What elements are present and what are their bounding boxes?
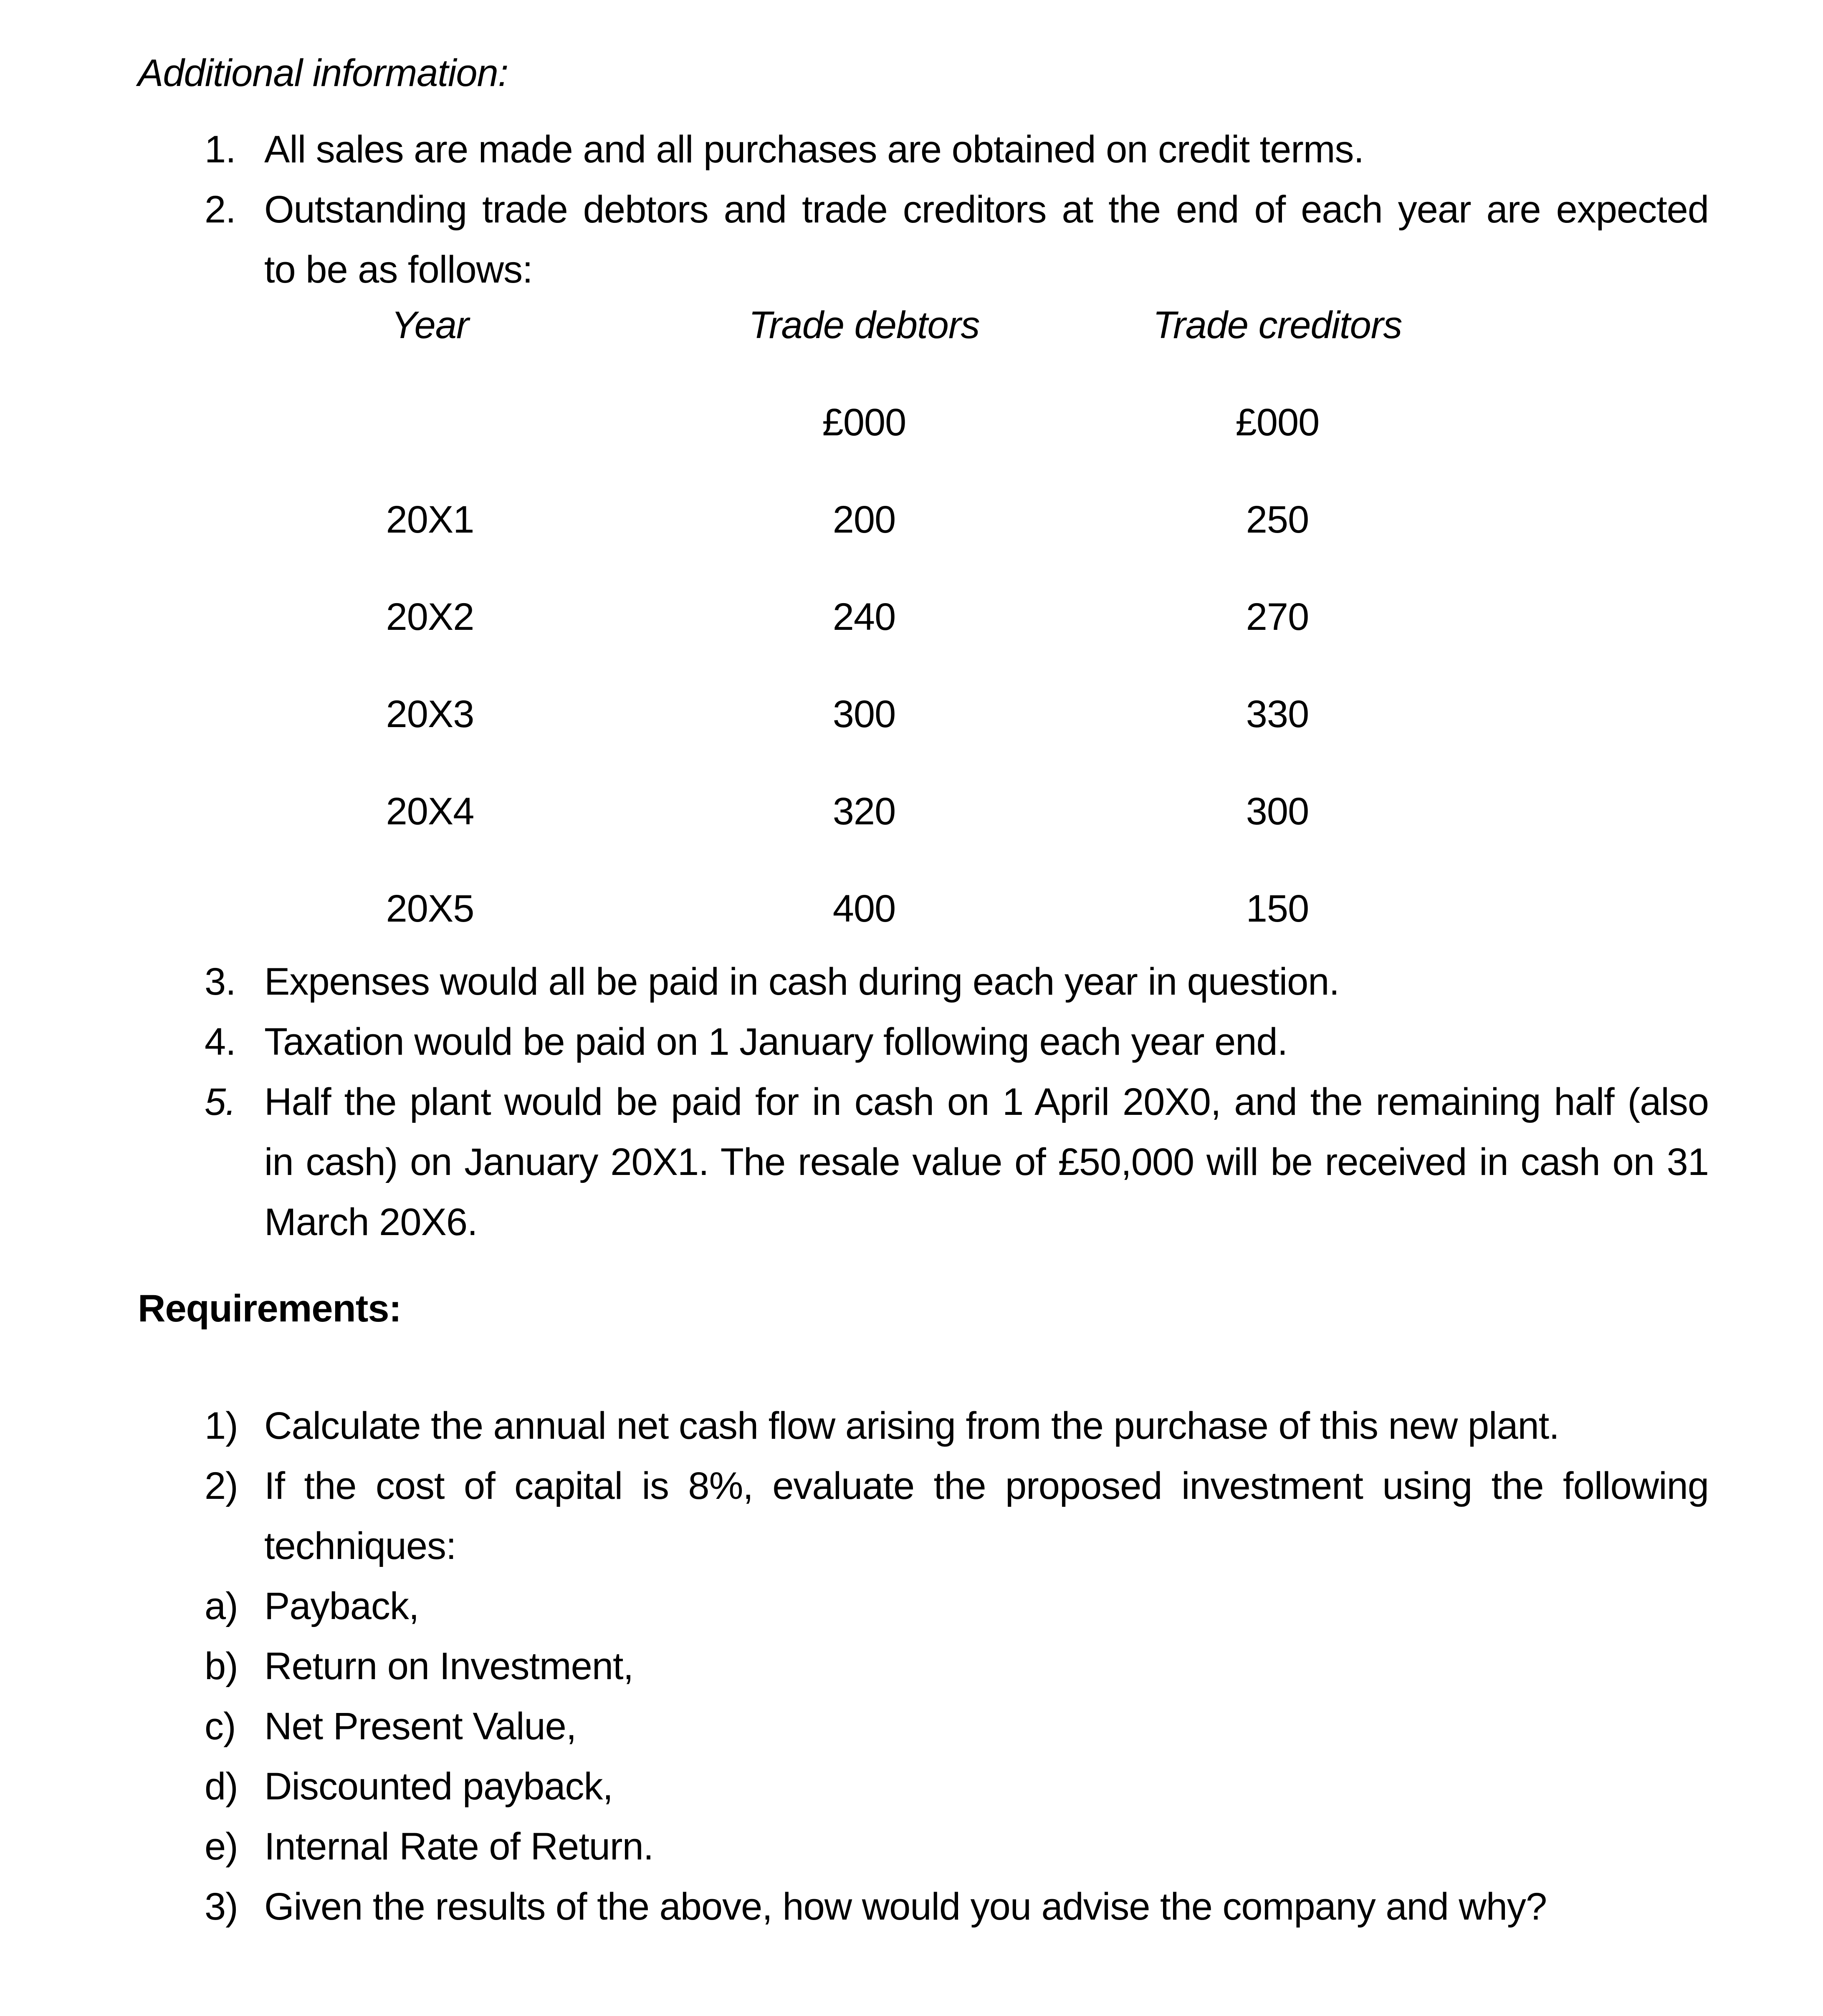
requirement-2c-letter: c)	[205, 1705, 236, 1748]
requirement-2a-text: Payback,	[264, 1585, 419, 1627]
list-item-5	[205, 1072, 1823, 1252]
requirement-2e	[205, 1816, 1823, 1877]
list-item-2-line-2: to be as follows:	[264, 248, 533, 291]
table-row	[0, 763, 1823, 860]
table-cell-creditors: 330	[1246, 693, 1309, 735]
table-header-trade-creditors: Trade creditors	[1153, 304, 1402, 346]
table-row	[0, 666, 1823, 763]
list-item-5-line-3: March 20X6.	[264, 1201, 478, 1243]
list-item-5-number: 5.	[205, 1081, 236, 1123]
requirement-2b-letter: b)	[205, 1645, 238, 1688]
table-cell-year: 20X5	[386, 887, 474, 930]
requirement-2d-text: Discounted payback,	[264, 1765, 613, 1808]
table-cell-empty	[296, 374, 564, 471]
requirement-3-text: Given the results of the above, how would you advise the company and why?	[264, 1885, 1547, 1928]
additional-information-heading: Additional information:	[138, 52, 508, 94]
requirement-3-number: 3)	[205, 1885, 238, 1928]
table-unit-creditors: £000	[1235, 401, 1320, 444]
table-cell-debtors: 200	[832, 498, 896, 541]
requirement-1-text: Calculate the annual net cash flow arising from the purchase of this new plant.	[264, 1405, 1559, 1447]
requirement-2a-letter: a)	[205, 1585, 238, 1627]
table-cell-debtors: 400	[832, 887, 896, 930]
table-cell-creditors: 270	[1246, 596, 1309, 638]
requirement-2d-letter: d)	[205, 1765, 238, 1808]
requirement-2a	[205, 1576, 1823, 1636]
list-item-3	[205, 952, 1823, 1012]
requirement-2-number: 2)	[205, 1465, 238, 1507]
table-cell-year: 20X2	[386, 596, 474, 638]
requirement-2-line-1: If the cost of capital is 8%, evaluate the proposed investment using the following	[264, 1465, 1709, 1507]
table-cell-creditors: 250	[1246, 498, 1309, 541]
requirement-2b	[205, 1636, 1823, 1696]
table-cell-year: 20X1	[386, 498, 474, 541]
list-item-3-text: Expenses would all be paid in cash during each year in question.	[264, 960, 1340, 1003]
requirement-2e-letter: e)	[205, 1825, 238, 1868]
debtors-creditors-table	[0, 277, 1823, 957]
list-item-3-number: 3.	[205, 960, 236, 1003]
list-item-5-text	[264, 1072, 1709, 1252]
table-cell-creditors: 300	[1246, 790, 1309, 833]
requirements-heading: Requirements:	[138, 1287, 402, 1330]
list-item-4	[205, 1012, 1823, 1072]
table-cell-year: 20X4	[386, 790, 474, 833]
table-header-year: Year	[391, 304, 469, 346]
requirement-1-number: 1)	[205, 1405, 238, 1447]
list-item-2-number: 2.	[205, 188, 236, 231]
requirement-2-text	[264, 1456, 1709, 1576]
list-item-4-number: 4.	[205, 1021, 236, 1063]
table-units-row	[0, 374, 1823, 471]
list-item-1	[205, 119, 1823, 179]
table-unit-debtors: £000	[822, 401, 906, 444]
requirement-1	[205, 1396, 1823, 1456]
requirement-3	[205, 1877, 1823, 1937]
table-row	[0, 471, 1823, 568]
requirement-2d	[205, 1756, 1823, 1816]
table-row	[0, 568, 1823, 666]
list-item-5-line-2: in cash) on January 20X1. The resale value of £50,000 will be received in cash on 31	[264, 1141, 1709, 1183]
list-item-1-text: All sales are made and all purchases are obtained on credit terms.	[264, 128, 1364, 171]
requirement-2b-text: Return on Investment,	[264, 1645, 634, 1688]
list-item-1-number: 1.	[205, 128, 236, 171]
table-cell-debtors: 320	[832, 790, 896, 833]
requirements-list	[0, 1396, 1823, 1937]
requirement-2-line-2: techniques:	[264, 1525, 456, 1567]
requirement-2	[205, 1456, 1823, 1576]
table-cell-debtors: 300	[832, 693, 896, 735]
table-cell-year: 20X3	[386, 693, 474, 735]
table-row	[0, 860, 1823, 957]
table-cell-creditors: 150	[1246, 887, 1309, 930]
table-cell-debtors: 240	[832, 596, 896, 638]
requirement-2c-text: Net Present Value,	[264, 1705, 576, 1748]
list-item-2-line-1: Outstanding trade debtors and trade creditors at the end of each year are expected	[264, 188, 1709, 231]
requirement-2c	[205, 1696, 1823, 1756]
list-item-4-text: Taxation would be paid on 1 January following each year end.	[264, 1021, 1288, 1063]
requirement-2e-text: Internal Rate of Return.	[264, 1825, 654, 1868]
table-header-trade-debtors: Trade debtors	[748, 304, 980, 346]
list-item-5-line-1: Half the plant would be paid for in cash on 1 April 20X0, and the remaining half (also	[264, 1081, 1709, 1123]
